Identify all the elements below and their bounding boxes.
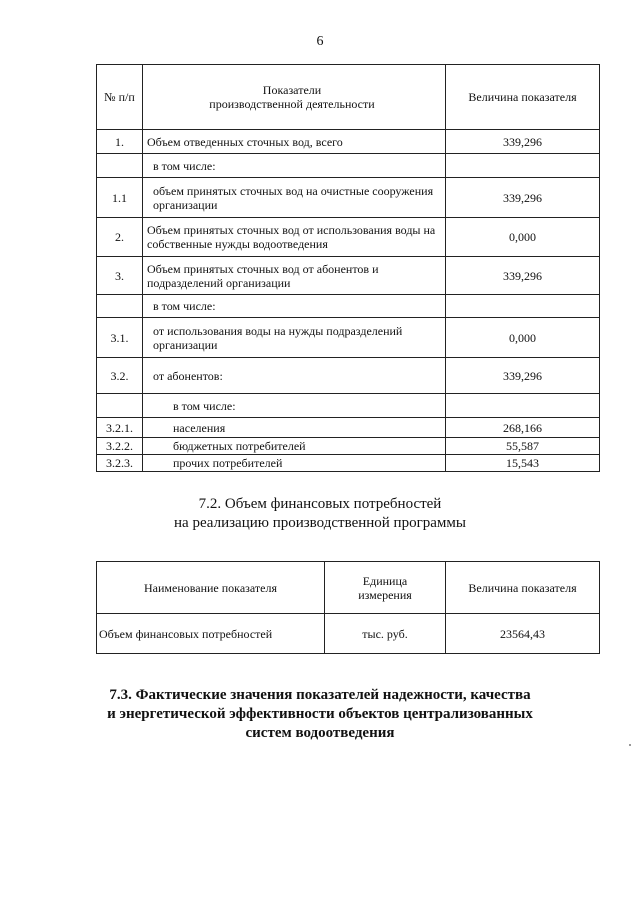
table-row (97, 178, 600, 218)
header-name: Наименование показателя (97, 562, 325, 614)
table-header-row (97, 562, 600, 614)
row-number: 3.2.1. (97, 418, 143, 438)
table-row (97, 438, 600, 455)
financial-needs-table (96, 561, 600, 654)
table-row (97, 257, 600, 295)
table-row (97, 318, 600, 358)
row-number: 3.2.3. (97, 455, 143, 472)
row-text: в том числе: (143, 154, 446, 178)
row-text: прочих потребителей (143, 455, 446, 472)
row-value (446, 154, 600, 178)
table-row (97, 358, 600, 394)
table-row (97, 130, 600, 154)
section-7-3-line1: 7.3. Фактические значения показателей надежности, качества (109, 687, 531, 703)
header-indicator (143, 65, 446, 130)
row-number: 1.1 (97, 178, 143, 218)
row-number: 3.2. (97, 358, 143, 394)
row-unit: тыс. руб. (325, 614, 446, 654)
section-7-2-line1: 7.2. Объем финансовых потребностей (198, 496, 442, 512)
row-text: Объем отведенных сточных вод, всего (143, 130, 446, 154)
page-number: 6 (316, 34, 324, 49)
table-row (97, 418, 600, 438)
header-value: Величина показателя (446, 562, 600, 614)
table-row (97, 455, 600, 472)
header-indicator-line1: Показатели (262, 83, 322, 97)
header-unit-line2: измерения (358, 587, 412, 602)
table-row (97, 218, 600, 257)
table-row (97, 295, 600, 318)
row-value (446, 295, 600, 318)
row-value: 339,296 (446, 130, 600, 154)
row-value: 268,166 (446, 418, 600, 438)
row-name: Объем финансовых потребностей (97, 614, 325, 654)
row-text: в том числе: (143, 394, 446, 418)
row-text: бюджетных потребителей (143, 438, 446, 455)
row-text: Объем принятых сточных вод от использования воды на собственные нужды водоотведения (143, 218, 446, 257)
row-number (97, 154, 143, 178)
row-value: 23564,43 (446, 614, 600, 654)
table-row (97, 394, 600, 418)
header-unit (325, 562, 446, 614)
row-number: 1. (97, 130, 143, 154)
production-indicators-table (96, 64, 600, 472)
row-value: 55,587 (446, 438, 600, 455)
row-text: Объем принятых сточных вод от абонентов и подразделений организации (143, 257, 446, 295)
row-number (97, 394, 143, 418)
header-number: № п/п (97, 65, 143, 130)
section-7-3-heading (0, 686, 640, 743)
row-number: 3. (97, 257, 143, 295)
section-7-3-line2: и энергетической эффективности объектов централизованных (107, 706, 533, 722)
section-7-2-line2: на реализацию производственной программы (174, 515, 466, 531)
header-indicator-line2: производственной деятельности (209, 97, 375, 111)
row-value: 0,000 (446, 318, 600, 358)
row-number: 2. (97, 218, 143, 257)
row-number: 3.1. (97, 318, 143, 358)
header-unit-line1: Единица (362, 573, 408, 588)
section-7-3-line3: систем водоотведения (245, 725, 395, 741)
table-row (97, 154, 600, 178)
row-value: 339,296 (446, 358, 600, 394)
header-value: Величина показателя (446, 65, 600, 130)
row-value: 15,543 (446, 455, 600, 472)
row-value: 339,296 (446, 257, 600, 295)
row-value: 0,000 (446, 218, 600, 257)
row-value: 339,296 (446, 178, 600, 218)
row-text: от абонентов: (143, 358, 446, 394)
row-value (446, 394, 600, 418)
row-text: населения (143, 418, 446, 438)
margin-mark (629, 744, 631, 746)
row-text: в том числе: (143, 295, 446, 318)
row-number: 3.2.2. (97, 438, 143, 455)
table-row (97, 614, 600, 654)
table-header-row (97, 65, 600, 130)
row-text: объем принятых сточных вод на очистные сооружения организации (143, 178, 446, 218)
row-number (97, 295, 143, 318)
row-text: от использования воды на нужды подразделений организации (143, 318, 446, 358)
section-7-2-heading (0, 495, 640, 533)
